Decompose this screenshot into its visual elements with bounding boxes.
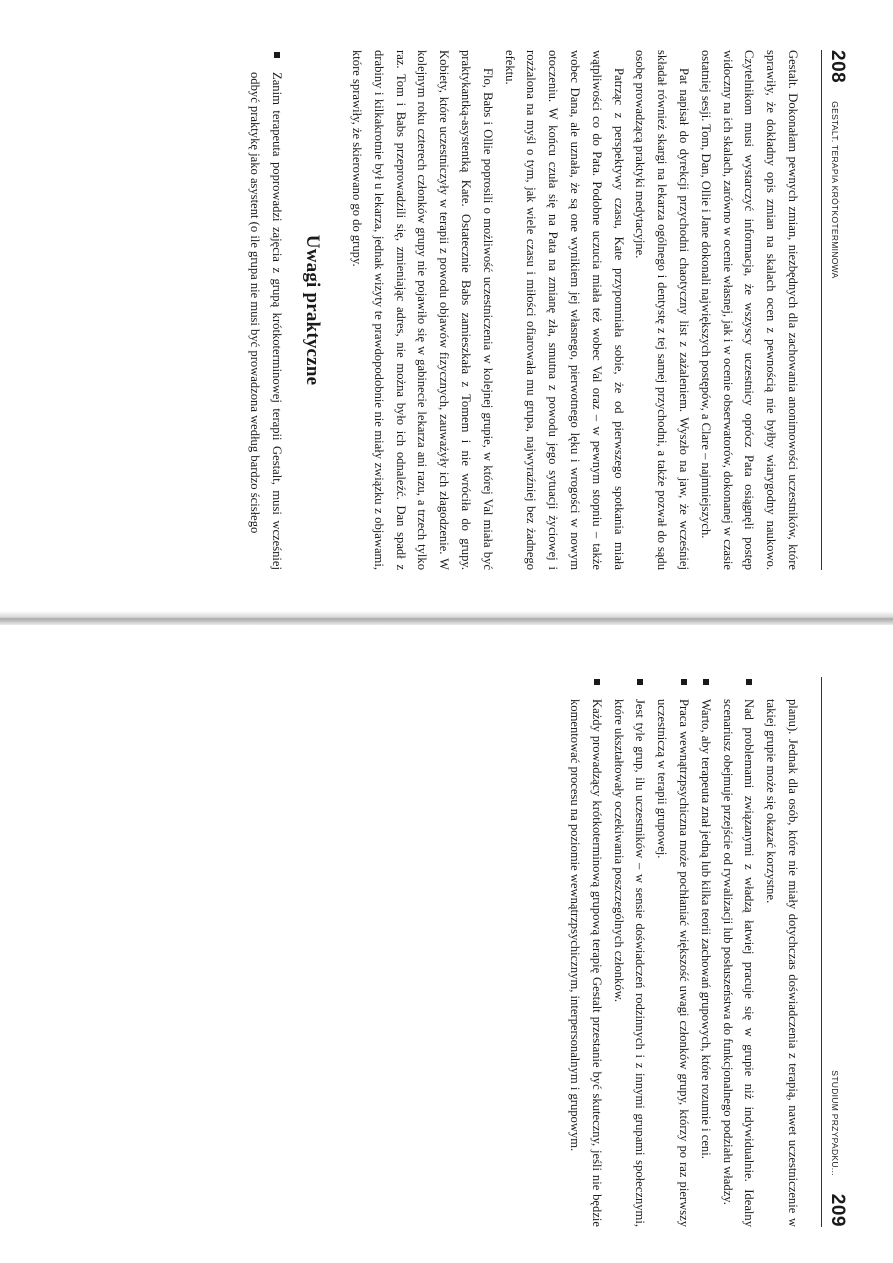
bullet-list — [244, 50, 288, 570]
left-running-head-text: GESTALT. TERAPIA KRÓTKOTERMINOWA — [830, 101, 840, 279]
right-running-head — [821, 677, 848, 1227]
list-item-text: Zanim terapeuta poprowadzi zajęcia z grupą krótkoterminowej terapii Gestalt, musi wcześniej odbyć praktykę jako asystent (o ile grupa nie musi być prowadzona według bardzo ścisłego — [248, 72, 285, 570]
list-item — [716, 677, 760, 1227]
list-item — [607, 677, 651, 1227]
list-item-text: Jest tyle grup, ilu uczestników – w sensie doświadczeń rodzinnych i z innymi grupami społecznymi, które ukształtowały oczekiwania poszczególnych członków. — [611, 699, 648, 1227]
right-page — [403, 677, 848, 1227]
square-bullet-icon — [637, 679, 643, 685]
left-running-head — [821, 50, 848, 570]
square-bullet-icon — [274, 52, 280, 58]
square-bullet-icon — [703, 679, 709, 685]
bullet-list — [563, 677, 759, 1227]
list-item-text: Każdy prowadzący krótkoterminową grupową terapię Gestalt przestanie być skuteczny, jeśli nie będzie komentować procesu na poziomie wewnątrzpsychicznym, interpersonalnym i grupowym. — [568, 699, 604, 1227]
paragraph: Flo, Babs i Ollie poprosili o możliwość uczestniczenia w kolejnej grupie, w której Val miała być praktykantką-asystentką Kate. Ostatecznie Babs zamieszkała z Tomem i nie wróciła do grupy. Kobiety, które uczestniczyły w terapii z powodu objawów fizycznych, zauważyły ich złagodzenie. W kolejnym roku czterech członków grupy nie pojawiło się w gabinecie lekarza ani razu, a trzech tylko raz. Tom i Babs przeprowadzili się, zmieniając adres, nie można było ich odnaleźć. Dan spadł z drabiny i kilkakrotnie był u lekarza, jednak wizyty te prawdopodobnie nie miały związku z objawami, które sprawiły, że skierowano go do grupy. — [350, 50, 495, 570]
left-page-number: 208 — [827, 50, 848, 84]
list-item — [694, 677, 716, 1227]
continued-list-text: planu). Jednak dla osób, które nie miały dotychczas doświadczenia z terapią, nawet uczestniczenie w takiej grupie może się okazać korzystne. — [764, 699, 800, 1227]
paragraph: Pat napisał do dyrekcji przychodni chaotyczny list z zażaleniem. Wyszło na jaw, że wcześniej składał również skargi na lekarza ogólnego i dentystę z tej samej przychodni, a także pozwał do sądu osobę prowadzącą praktyki medytacyjne. — [633, 50, 692, 570]
left-page — [88, 50, 848, 570]
list-item-text: Nad problemami związanymi z władzą łatwiej pracuje się w grupie niż indywidualnie. Idealny scenariusz obejmuje przejście od rywalizacji lub posłuszeństwa do funkcjonalnego podziału władzy. — [720, 699, 757, 1227]
section-heading: Uwagi praktyczne — [302, 234, 324, 386]
list-item — [244, 50, 288, 570]
square-bullet-icon — [681, 679, 687, 685]
list-item-text: Praca wewnątrzpsychiczna może pochłaniać większość uwagi członków grupy, którzy po raz pierwszy uczestniczą w terapii grupowej. — [655, 699, 692, 1227]
right-running-head-text: STUDIUM PRZYPADKU... — [830, 1070, 840, 1176]
square-bullet-icon — [746, 679, 752, 685]
list-item-text: Warto, aby terapeuta znał jedną lub kilka teorii zachowań grupowych, które rozumie i ceni. — [698, 699, 713, 1159]
book-gutter-shadow — [0, 611, 893, 625]
list-item — [650, 677, 694, 1227]
square-bullet-icon — [594, 679, 600, 685]
right-page-number: 209 — [827, 1193, 848, 1227]
list-item — [563, 677, 607, 1227]
paragraph: Patrząc z perspektywy czasu, Kate przypomniała sobie, że od pierwszego spotkania miała wątpliwości co do Pata. Podobne uczucia miała też wobec Val oraz – w pewnym stopniu – także wobec Dana, ale uznała, że są one wynikiem jej własnego, pierwotnego lęku i wrogości w nowym otoczeniu. W końcu czuła się na Pata na zmianę zła, smutna z powodu jego sytuacji życiowej i rozżalona na myśl o tym, jak wiele czasu i miłości ofiarowała mu grupa, najwyraźniej bez żadnego efektu. — [502, 50, 626, 570]
paragraph: Gestalt. Dokonałam pewnych zmian, niezbędnych dla zachowania anonimowości uczestników, które sprawiły, że dokładny opis zmian na skalach ocen z pewnością nie byłby wiarygodny naukowo. Czytelnikom musi wystarczyć informacja, że wszyscy uczestnicy oprócz Pata osiągnęli postęp widoczny na ich skalach, zarówno w ocenie własnej, jak i w ocenie obserwatorów, dokonanej w czasie ostatniej sesji. Tom, Dan, Ollie i Jane dokonali największych postępów, a Clare – najmniejszych. — [698, 50, 800, 570]
